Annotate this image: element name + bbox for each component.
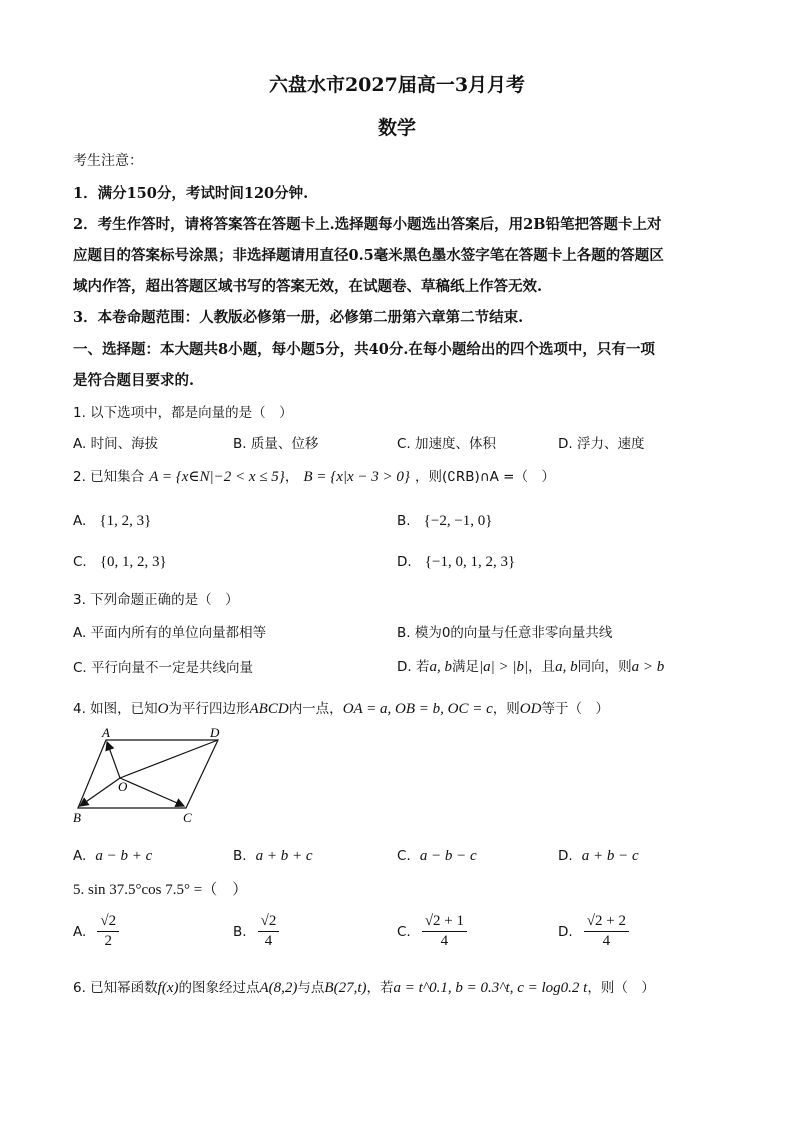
- q4-option-d-label: D.: [558, 848, 573, 864]
- q5-option-a: [73, 912, 119, 951]
- label-o: O: [118, 779, 128, 794]
- notice-item-2-line3: 域内作答，超出答题区域书写的答案无效，在试题卷、草稿纸上作答无效.: [73, 278, 543, 295]
- q4-option-a-label: A.: [73, 848, 87, 864]
- q5-option-b-fraction: [258, 912, 280, 951]
- q2-option-b-label: B.: [397, 513, 411, 529]
- q4-vector-od: OD: [519, 701, 542, 717]
- q3-option-d-mid1: 满足: [451, 659, 479, 675]
- q4-stem-post: 等于（ ）: [541, 701, 609, 717]
- section-heading-line1: 一、选择题：本大题共8小题，每小题5分，共40分.在每小题给出的四个选项中，只有一项: [73, 341, 655, 358]
- q3-option-d-mid3: 同向，则: [577, 659, 632, 675]
- q1-option-a: A. 时间、海拔: [73, 436, 159, 452]
- q2-option-c-label: C.: [73, 554, 87, 570]
- q4-point-o: O: [157, 701, 169, 717]
- q1-stem: 1. 以下选项中，都是向量的是（ ）: [73, 405, 293, 421]
- vector-ob: [80, 778, 120, 806]
- q3-option-d-math4: a > b: [631, 659, 665, 675]
- q2-set-a: A = {x∈N|−2 < x ≤ 5}: [149, 469, 285, 485]
- notice-heading: 考生注意：: [73, 153, 143, 169]
- q2-option-a-label: A.: [73, 513, 87, 529]
- q5-option-c-fraction: [422, 912, 467, 951]
- q3-option-b: B. 模为0的向量与任意非零向量共线: [397, 625, 613, 641]
- q4-option-a-value: a − b + c: [95, 848, 153, 864]
- q4-option-b: [233, 845, 313, 865]
- q5-option-c-numerator: √2 + 1: [422, 912, 467, 932]
- q2-option-c: [73, 551, 167, 571]
- q3-option-d-math2: |a| > |b|: [478, 659, 529, 675]
- notice-item-2-line1: 2．考生作答时，请将答案答在答题卡上.选择题每小题选出答案后，用2B铅笔把答题卡上对: [73, 216, 662, 233]
- parallelogram-outline: [78, 740, 218, 808]
- notice-item-3: 3．本卷命题范围：人教版必修第一册，必修第二册第六章第二节结束.: [73, 309, 524, 326]
- q3-option-d-math1: a, b: [429, 659, 452, 675]
- q4-option-d-value: a + b − c: [581, 848, 639, 864]
- q6-point-b: B(27,t): [324, 980, 367, 996]
- q4-option-c: [397, 845, 477, 865]
- q5-option-a-numerator: √2: [97, 912, 119, 932]
- q4-option-c-label: C.: [397, 848, 411, 864]
- q1-option-c: C. 加速度、体积: [397, 436, 497, 452]
- q2-option-b: [397, 510, 492, 530]
- q2-option-a: [73, 510, 151, 530]
- q3-option-d-math3: a, b: [555, 659, 578, 675]
- q3-option-d: [397, 655, 664, 676]
- q4-stem: [73, 697, 609, 718]
- q2-option-a-value: {1, 2, 3}: [99, 513, 152, 529]
- q2-stem-pre: 2. 已知集合: [73, 469, 145, 485]
- notice-item-1: 1．满分150分，考试时间120分钟.: [73, 185, 309, 202]
- q2-set-b: B = {x|x − 3 > 0}: [303, 469, 410, 485]
- q5-option-d-denominator: 4: [602, 932, 611, 949]
- q5-option-d-label: D.: [558, 923, 573, 940]
- q6-definitions: a = t^0.1, b = 0.3^t, c = log0.2 t: [393, 980, 588, 996]
- q4-option-b-label: B.: [233, 848, 247, 864]
- q4-parallelogram-figure: [68, 728, 238, 828]
- q3-option-c: C. 平行向量不一定是共线向量: [73, 660, 254, 676]
- q2-option-c-value: {0, 1, 2, 3}: [99, 554, 167, 570]
- q5-option-b-label: B.: [233, 923, 247, 940]
- q2-stem: 2. 已知集合 A = {x∈N|−2 < x ≤ 5}， B = {x|x − 3 > 0} ，则(∁RB)∩A =（ ）: [73, 469, 555, 485]
- q5-option-a-denominator: 2: [104, 932, 112, 949]
- q4-stem-mid3: ，则: [492, 701, 520, 717]
- q4-option-a: [73, 845, 152, 865]
- q2-option-d: [397, 551, 515, 571]
- subject-title: 数学: [377, 117, 416, 139]
- q4-parallelogram-name: ABCD: [249, 701, 289, 717]
- q4-option-b-value: a + b + c: [255, 848, 313, 864]
- q1-option-b: B. 质量、位移: [233, 436, 319, 452]
- notice-item-2-line2: 应题目的答案标号涂黑；非选择题请用直径0.5毫米黑色墨水签字笔在答题卡上各题的答题区: [73, 247, 664, 264]
- q4-option-d: [558, 845, 639, 865]
- q5-option-d-numerator: √2 + 2: [584, 912, 629, 932]
- q5-option-a-label: A.: [73, 923, 87, 940]
- vector-oa: [107, 742, 120, 778]
- q4-option-c-value: a − b − c: [419, 848, 477, 864]
- q5-stem: 5. sin 37.5°cos 7.5° =（ ）: [73, 882, 248, 898]
- q4-stem-pre: 4. 如图，已知: [73, 701, 158, 717]
- q6-stem-post: ，则（ ）: [587, 980, 655, 996]
- label-a: A: [102, 728, 110, 740]
- q6-stem-mid1: 的图象经过点: [178, 980, 260, 996]
- label-c: C: [183, 810, 192, 825]
- q5-option-b: [233, 912, 279, 951]
- q1-option-d: D. 浮力、速度: [558, 436, 645, 452]
- q3-option-d-pre: D. 若: [397, 659, 430, 675]
- q3-stem: 3. 下列命题正确的是（ ）: [73, 592, 239, 608]
- exam-title: 六盘水市2027届高一3月月考: [268, 74, 526, 96]
- q5-option-c-label: C.: [397, 923, 411, 940]
- q5-option-c: [397, 912, 467, 951]
- q6-stem-mid3: ，若: [366, 980, 394, 996]
- vector-oc: [120, 778, 184, 806]
- q2-option-b-value: {−2, −1, 0}: [423, 513, 493, 529]
- q2-stem-post: ，则(∁RB)∩A =（ ）: [414, 469, 555, 485]
- q6-stem-pre: 6. 已知幂函数: [73, 980, 158, 996]
- q2-option-d-label: D.: [397, 554, 412, 570]
- q6-stem: [73, 976, 655, 997]
- q5-option-d-fraction: [584, 912, 629, 951]
- q5-option-b-numerator: √2: [258, 912, 280, 932]
- q4-vector-equations: OA = a, OB = b, OC = c: [342, 701, 493, 717]
- q6-point-a: A(8,2): [259, 980, 298, 996]
- q3-option-d-mid2: ，且: [528, 659, 556, 675]
- q5-option-d: [558, 912, 629, 951]
- q5-option-b-denominator: 4: [264, 932, 273, 949]
- q3-option-a: A. 平面内所有的单位向量都相等: [73, 625, 267, 641]
- q5-option-a-fraction: [97, 912, 119, 951]
- label-d: D: [210, 728, 220, 740]
- label-b: B: [73, 810, 81, 825]
- section-heading-line2: 是符合题目要求的.: [73, 372, 195, 389]
- q6-stem-mid2: 与点: [297, 980, 325, 996]
- q2-option-d-value: {−1, 0, 1, 2, 3}: [424, 554, 516, 570]
- q4-stem-mid2: 内一点，: [288, 701, 343, 717]
- q4-stem-mid1: 为平行四边形: [168, 701, 250, 717]
- q6-function: f(x): [157, 980, 179, 996]
- q5-option-c-denominator: 4: [440, 932, 449, 949]
